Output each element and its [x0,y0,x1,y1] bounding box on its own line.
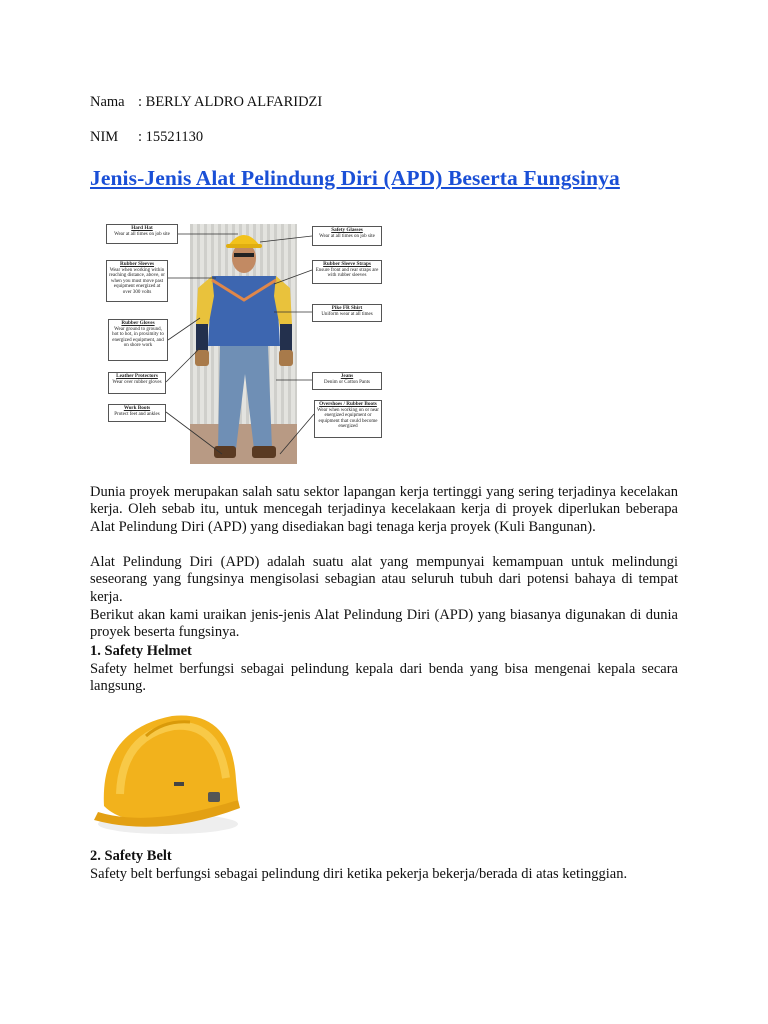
heading-safety-helmet: 1. Safety Helmet [90,643,192,659]
nim-line [90,129,203,146]
paragraph-safety-helmet: Safety helmet berfungsi sebagai pelindung kepala dari benda yang bisa mengenai kepala secara langsung. [90,661,678,695]
ppe-figure [104,218,386,464]
label-rubber-gloves: Rubber Gloves Wear ground to ground, hot to hot, in proximity to energized equipment, and on shore work [108,319,168,361]
label-rubber-sleeves: Rubber Sleeves Wear when working within reaching distance, above, or when you must move past equipment energized at over 300 volts [106,260,168,302]
paragraph-safety-belt: Safety belt berfungsi sebagai pelindung diri ketika pekerja bekerja/berada di atas ketinggian. [90,866,628,882]
heading-safety-belt: 2. Safety Belt [90,848,172,864]
label-leather-protectors: Leather Protectors Wear over rubber gloves [108,372,166,394]
label-pike-fr-shirt: Pike FR Shirt Uniform wear at all times [312,304,382,322]
paragraph-list-intro: Berikut akan kami uraikan jenis-jenis Alat Pelindung Diri (APD) yang biasanya digunakan di dunia proyek beserta fungsinya. [90,607,678,641]
name-label: Nama [90,94,125,110]
worker-photo [190,224,297,464]
label-work-boots: Work Boots Protect feet and ankles [108,404,166,422]
label-rubber-sleeve-straps: Rubber Sleeve Straps Ensure front and rear straps are with rubber sleeves [312,260,382,284]
name-value: : BERLY ALDRO ALFARIDZI [138,94,323,110]
label-overshoes: Overshoes / Rubber Boots Wear when working on or near energized equipment or equipment that could become energized [314,400,382,438]
paragraph-intro: Dunia proyek merupakan salah satu sektor lapangan kerja tertinggi yang sering terjadinya kecelakan kerja. Oleh sebab itu, untuk mencegah terjadinya kecelakaan kerja di proyek diperlukan beberapa Alat Pelindung Diri (APD) yang disediakan bagi tenaga kerja proyek (Kuli Bangunan). [90,484,678,535]
nim-label: NIM [90,129,119,145]
label-hard-hat: Hard Hat Wear at all times on job site [106,224,178,244]
document-title[interactable]: Jenis-Jenis Alat Pelindung Diri (APD) Beserta Fungsinya [90,166,620,190]
label-jeans: Jeans Denim or Cotton Pants [312,372,382,390]
nim-value: : 15521130 [138,129,204,145]
label-safety-glasses: Safety Glasses Wear at all times on job site [312,226,382,246]
safety-helmet-image [90,696,242,844]
paragraph-definition: Alat Pelindung Diri (APD) adalah suatu alat yang mempunyai kemampuan untuk melindungi seseorang yang fungsinya mengisolasi sebagian atau seluruh tubuh dari potensi bahaya di tempat kerja. [90,554,678,605]
name-line [90,94,322,111]
